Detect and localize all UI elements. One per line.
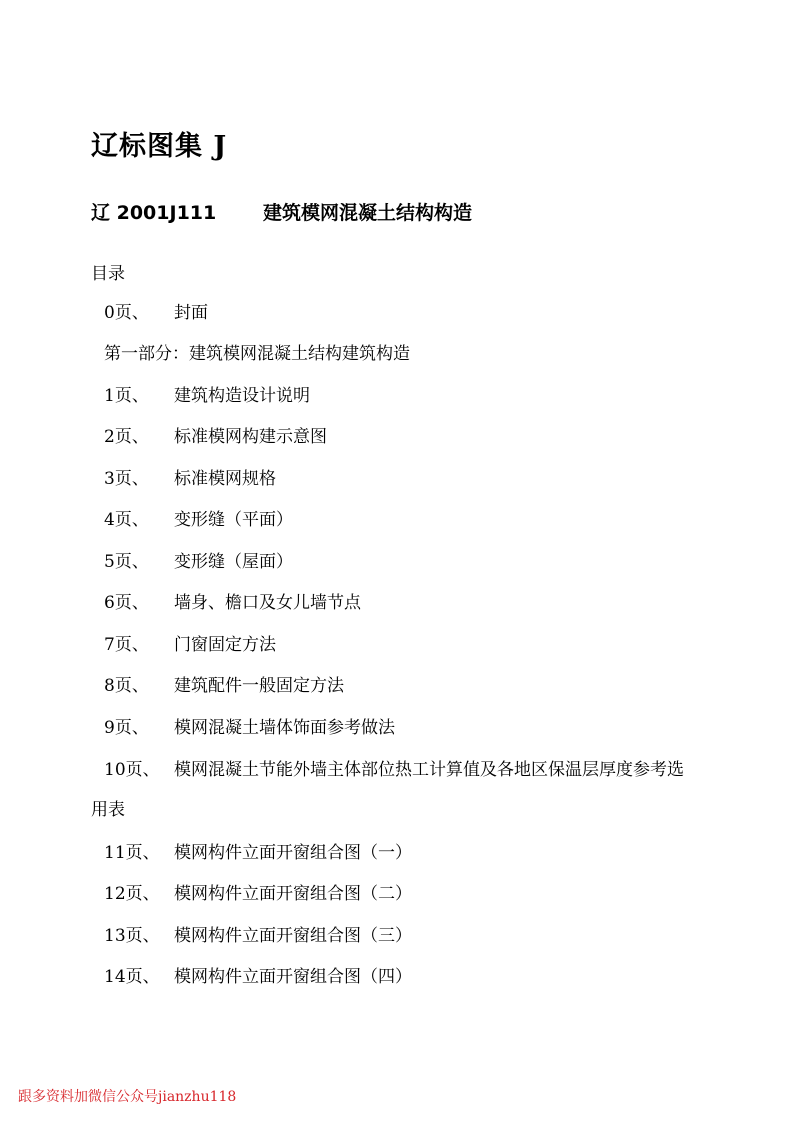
toc-entry-title: 模网构件立面开窗组合图（二） <box>174 884 412 904</box>
toc-entry-13 <box>104 924 412 948</box>
toc-page-number: 13页、 <box>104 926 160 946</box>
toc-entry-7 <box>104 633 276 657</box>
toc-entry-6 <box>104 591 361 615</box>
toc-page-number: 10页、 <box>104 760 160 780</box>
toc-entry-title: 模网混凝土墙体饰面参考做法 <box>174 718 395 738</box>
toc-entry-2 <box>104 425 327 449</box>
page-title: 辽标图集 J <box>91 131 228 162</box>
toc-page-number: 3页、 <box>104 469 149 489</box>
toc-page-number: 2页、 <box>104 427 149 447</box>
document-code: 辽 2001J111 <box>91 202 217 224</box>
toc-page-number: 1页、 <box>104 386 149 406</box>
toc-entry-title: 建筑构造设计说明 <box>174 386 310 406</box>
toc-page-number: 11页、 <box>104 843 160 863</box>
toc-entry-8 <box>104 674 344 698</box>
toc-entry-12 <box>104 882 412 906</box>
toc-entry-title: 门窗固定方法 <box>174 635 276 655</box>
toc-entry-0 <box>104 301 208 325</box>
toc-entry-title: 模网混凝土节能外墙主体部位热工计算值及各地区保温层厚度参考选 <box>174 760 684 780</box>
toc-entry-10 <box>104 758 684 782</box>
toc-entry-14 <box>104 965 412 989</box>
toc-entry-1 <box>104 384 310 408</box>
toc-entry-title: 标准模网构建示意图 <box>174 427 327 447</box>
toc-entry-10-continuation: 用表 <box>91 800 125 820</box>
toc-entry-title: 墙身、檐口及女儿墙节点 <box>174 593 361 613</box>
toc-page-number: 8页、 <box>104 676 149 696</box>
toc-page-number: 4页、 <box>104 510 149 530</box>
toc-entry-9 <box>104 716 395 740</box>
toc-page-number: 12页、 <box>104 884 160 904</box>
toc-entry-title: 变形缝（屋面） <box>174 552 293 572</box>
toc-entry-3 <box>104 467 276 491</box>
toc-section-heading: 第一部分：建筑模网混凝土结构建筑构造 <box>104 344 410 364</box>
document-heading <box>91 198 472 225</box>
toc-entry-title: 封面 <box>174 303 208 323</box>
toc-entry-title: 标准模网规格 <box>174 469 276 489</box>
toc-page-number: 7页、 <box>104 635 149 655</box>
toc-entry-title: 模网构件立面开窗组合图（一） <box>174 843 412 863</box>
toc-page-number: 14页、 <box>104 967 160 987</box>
toc-page-number: 9页、 <box>104 718 149 738</box>
toc-entry-11 <box>104 841 412 865</box>
toc-entry-title: 变形缝（平面） <box>174 510 293 530</box>
toc-entry-4 <box>104 508 293 532</box>
toc-entry-5 <box>104 550 293 574</box>
document-name: 建筑模网混凝土结构构造 <box>263 202 473 224</box>
toc-page-number: 6页、 <box>104 593 149 613</box>
toc-label: 目录 <box>91 264 125 284</box>
toc-page-number: 0页、 <box>104 303 149 323</box>
toc-entry-title: 模网构件立面开窗组合图（四） <box>174 967 412 987</box>
footer-promo-text: 跟多资料加微信公众号jianzhu118 <box>18 1089 237 1105</box>
toc-entry-title: 模网构件立面开窗组合图（三） <box>174 926 412 946</box>
toc-entry-title: 建筑配件一般固定方法 <box>174 676 344 696</box>
toc-page-number: 5页、 <box>104 552 149 572</box>
